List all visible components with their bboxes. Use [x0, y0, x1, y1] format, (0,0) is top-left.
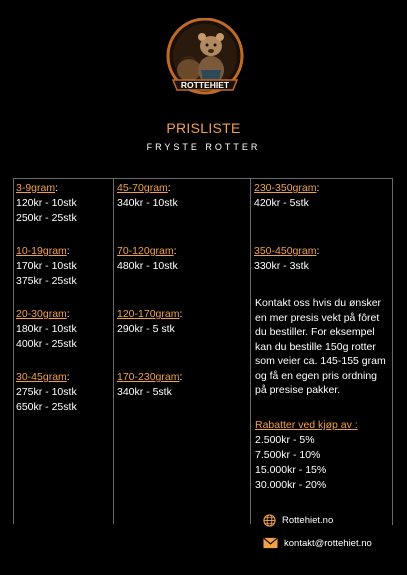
price-line: 330kr - 3stk	[254, 260, 309, 272]
column-divider	[113, 178, 114, 524]
price-block: 70-120gram: 480kr - 10stk	[117, 244, 182, 274]
price-line: 170kr - 10stk	[16, 260, 77, 272]
weight-range-heading: 30-45gram	[16, 371, 67, 383]
column-divider	[13, 178, 14, 524]
price-block: 3-9gram: 120kr - 10stk 250kr - 25stk	[16, 182, 77, 224]
discount-heading: Rabatter ved kjøp av :	[255, 419, 358, 431]
price-line: 250kr - 25stk	[16, 212, 77, 224]
weight-range-heading: 350-450gram	[254, 245, 317, 257]
price-block: 30-45gram: 275kr - 10stk 650kr - 25stk	[16, 371, 77, 413]
column-divider	[250, 178, 251, 524]
page-title: PRISLISTE	[166, 120, 241, 136]
price-block: 120-170gram: 290kr - 5 stk	[117, 308, 183, 335]
website-row[interactable]	[263, 514, 333, 527]
price-column-2	[117, 181, 182, 400]
email-row[interactable]	[263, 537, 372, 549]
price-line: 340kr - 10stk	[117, 197, 178, 209]
globe-icon	[263, 514, 276, 527]
page-subtitle: FRYSTE ROTTER	[146, 142, 261, 152]
weight-range-heading: 70-120gram	[117, 245, 174, 257]
price-line: 400kr - 25stk	[16, 338, 77, 350]
website-link[interactable]: Rottehiet.no	[282, 515, 334, 526]
price-line: 180kr - 10stk	[16, 323, 77, 335]
email-link[interactable]: kontakt@rottehiet.no	[284, 537, 372, 549]
discount-line: 30.000kr - 20%	[255, 479, 327, 491]
rottehiet-logo	[165, 18, 245, 102]
envelope-icon	[263, 537, 278, 549]
price-line: 480kr - 10stk	[117, 260, 178, 272]
price-line: 650kr - 25stk	[16, 401, 77, 413]
price-line: 290kr - 5 stk	[117, 323, 175, 335]
price-line: 120kr - 10stk	[16, 197, 77, 209]
price-column-3	[254, 181, 319, 274]
price-block: 20-30gram: 180kr - 10stk 400kr - 25stk	[16, 308, 77, 350]
weight-range-heading: 45-70gram	[117, 182, 168, 194]
price-block: 170-230gram: 340kr - 5stk	[117, 371, 183, 398]
discount-line: 7.500kr - 10%	[255, 449, 321, 461]
discount-list	[255, 418, 358, 493]
weight-range-heading: 120-170gram	[117, 308, 180, 320]
price-line: 420kr - 5stk	[254, 197, 309, 209]
contact-paragraph: Kontakt oss hvis du ønsker en mer presis vekt på fôret du bestiller. For eksempel kan du bestille 150g rotter som veier ca. 145-155 gram og få en egen pris ordning på presise pakker.	[255, 297, 386, 396]
logo-text: ROTTEHIET	[180, 80, 230, 90]
price-line: 340kr - 5stk	[117, 386, 172, 398]
discount-line: 15.000kr - 15%	[255, 464, 327, 476]
price-block: 350-450gram: 330kr - 3stk	[254, 245, 320, 272]
price-line: 275kr - 10stk	[16, 386, 77, 398]
weight-range-heading: 20-30gram	[16, 308, 67, 320]
weight-range-heading: 10-19gram	[16, 245, 67, 257]
weight-range-heading: 230-350gram	[254, 182, 317, 194]
price-column-1	[16, 181, 77, 415]
discount-line: 2.500kr - 5%	[255, 434, 315, 446]
price-block: 45-70gram: 340kr - 10stk	[117, 181, 182, 211]
price-line: 375kr - 25stk	[16, 275, 77, 287]
weight-range-heading: 3-9gram	[16, 182, 56, 194]
price-block: 230-350gram: 420kr - 5stk	[254, 182, 320, 209]
price-block: 10-19gram: 170kr - 10stk 375kr - 25stk	[16, 245, 77, 287]
weight-range-heading: 170-230gram	[117, 371, 180, 383]
